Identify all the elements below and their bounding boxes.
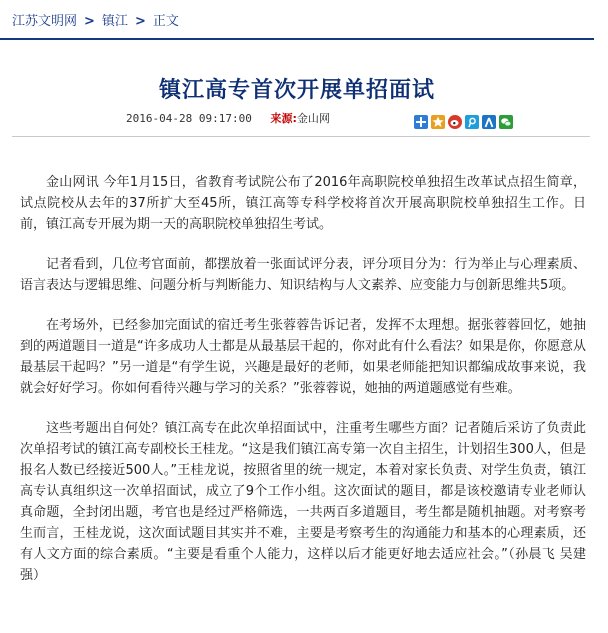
paragraph: 金山网讯 今年1月15日，省教育考试院公布了2016年高职院校单独招生改革试点招生简章，试点院校从去年的37所扩大至45所，镇江高等专科学校将首次开展高职院校单独招生工作。日前，镇江高专开展为期一天的高职院校单独招生考试。 [20, 175, 586, 232]
tencent-weibo-icon[interactable] [465, 115, 479, 129]
breadcrumb [12, 9, 179, 35]
publish-date: 2016-04-28 09:17:00 [126, 112, 252, 125]
source-name: 金山网 [296, 112, 330, 125]
breadcrumb-current: 正文 [152, 14, 179, 29]
paragraph: 这些考题出自何处？镇江高专在此次单招面试中，注重考生哪些方面？记者随后采访了负责此次单招考试的镇江高专副校长王桂龙。“这是我们镇江高专第一次自主招生，计划招生300人，但是报名人数已经接近500人。”王桂龙说，按照省里的统一规定，本着对家长负责、对学生负责，镇江高专认真组织这一次单招面试，成立了9个工作小组。这次面试的题目，都是该校邀请专业老师认真命题，全封闭出题，考官也是经过严格筛选，一共两百多道题目，考生都是随机抽题。对考察考生而言，王桂龙说，这次面试题目其实并不难，主要是考察考生的沟通能力和基本的心理素质，还有人文方面的综合素质。“主要是看重个人能力，这样以后才能更好地去适应社会。”（孙晨飞 吴建强） [20, 421, 586, 583]
source-label: 来源: [270, 112, 297, 125]
article-body [20, 172, 586, 605]
wechat-icon[interactable] [499, 115, 513, 129]
header-divider [0, 38, 594, 40]
renren-icon[interactable] [482, 115, 496, 129]
breadcrumb-home-link[interactable]: 江苏文明网 [12, 14, 78, 29]
meta-divider [12, 136, 590, 137]
breadcrumb-separator: > [134, 14, 146, 29]
article-title: 镇江高专首次开展单招面试 [158, 77, 435, 103]
paragraph: 在考场外，已经参加完面试的宿迁考生张蓉蓉告诉记者，发挥不太理想。据张蓉蓉回忆，她抽到的两道题目一道是“许多成功人士都是从最基层干起的，你对此有什么看法？如果是你，你愿意从最基层干起吗？”另一道是“有学生说，兴趣是最好的老师，如果老师能把知识都编成故事来说，我就会好好学习。你如何看待兴趣与学习的关系？”张蓉蓉说，她抽的两道题感觉有些难。 [20, 318, 586, 396]
qzone-icon[interactable] [431, 115, 445, 129]
share-bar [414, 115, 513, 129]
paragraph: 记者看到，几位考官面前，都摆放着一张面试评分表，评分项目分为：行为举止与心理素质、语言表达与逻辑思维、问题分析与判断能力、知识结构与人文素养、应变能力与创新思维共5项。 [20, 257, 586, 293]
weibo-icon[interactable] [448, 115, 462, 129]
share-more-icon[interactable] [414, 115, 428, 129]
article-meta [126, 110, 330, 126]
breadcrumb-zhenjiang-link[interactable]: 镇江 [101, 14, 128, 29]
breadcrumb-separator: > [84, 14, 95, 29]
